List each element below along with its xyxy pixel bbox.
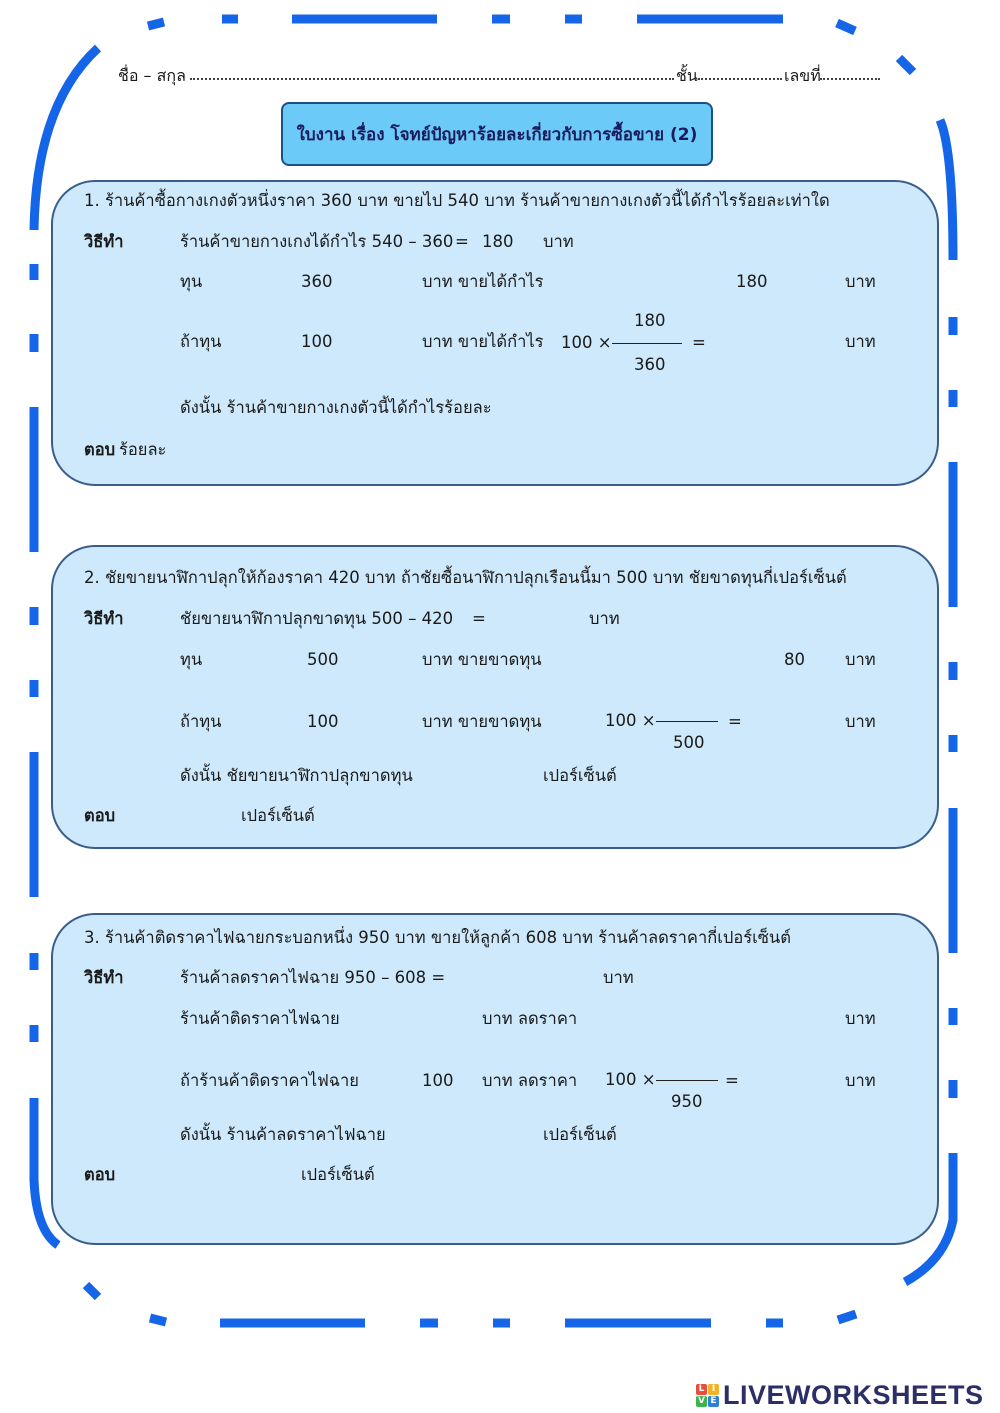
q1-unit2: บาท	[845, 332, 876, 351]
q1-line1: ร้านค้าขายกางเกงได้กำไร 540 – 360	[180, 232, 454, 251]
q2-unit: บาท	[845, 650, 876, 669]
logo-grid-icon	[696, 1384, 719, 1407]
q1-final-answer-blank[interactable]	[175, 438, 295, 461]
q2-line1-blank[interactable]	[495, 607, 580, 630]
q2-line1: ชัยขายนาฬิกาปลุกขาดทุน 500 – 420	[180, 609, 454, 628]
q2-conclusion: ดังนั้น ชัยขายนาฬิกาปลุกขาดทุน	[180, 766, 413, 785]
logo-letter-e: E	[708, 1396, 719, 1407]
q3-line1-unit: บาท	[603, 968, 634, 987]
q3-conclusion: ดังนั้น ร้านค้าลดราคาไฟฉาย	[180, 1125, 386, 1144]
q1-method-label: วิธีทำ	[84, 232, 124, 251]
q1-if-cost-value: 100	[301, 332, 333, 351]
q3-if-tag-value: 100	[422, 1071, 454, 1090]
q3-tag-label: ร้านค้าติดราคาไฟฉาย	[180, 1009, 340, 1028]
q3-unit2: บาท	[845, 1071, 876, 1090]
q3-multiplier: 100 ×	[605, 1070, 656, 1089]
q1-denominator: 360	[634, 355, 666, 374]
number-blank[interactable]	[820, 78, 880, 80]
q1-answer-text: ร้อยละ	[119, 440, 167, 459]
q2-loss-value: 80	[784, 650, 805, 669]
q2-final-answer-blank[interactable]	[125, 804, 230, 827]
q2-if-cost-label: ถ้าทุน	[180, 712, 222, 731]
q3-answer-unit: เปอร์เซ็นต์	[301, 1165, 375, 1184]
worksheet-title-text: ใบงาน เรื่อง โจทย์ปัญหาร้อยละเกี่ยวกับการซื้อขาย (2)	[296, 124, 698, 145]
q2-conclusion-unit: เปอร์เซ็นต์	[543, 766, 617, 785]
q3-if-tag-label: ถ้าร้านค้าติดราคาไฟฉาย	[180, 1071, 359, 1090]
q2-question: 2. ชัยขายนาฬิกาปลุกให้ก้องราคา 420 บาท ถ้าชัยซื้อนาฬิกาปลุกเรือนนี้มา 500 บาท ชัยขาดทุนกี่เปอร์เซ็นต์	[84, 568, 847, 587]
q3-question: 3. ร้านค้าติดราคาไฟฉายกระบอกหนึ่ง 950 บาท ขายให้ลูกค้า 608 บาท ร้านค้าลดราคากี่เปอร์เซ็นต์	[84, 928, 791, 947]
q2-equals: =	[728, 712, 742, 731]
q1-cost-label: ทุน	[180, 272, 203, 291]
q3-discount-label: บาท ลดราคา	[482, 1009, 578, 1028]
q2-method-label: วิธีทำ	[84, 609, 124, 628]
logo-letter-i: I	[708, 1384, 719, 1395]
liveworksheets-logo	[696, 1380, 984, 1411]
q2-multiplier: 100 ×	[605, 711, 656, 730]
q3-tag-blank[interactable]	[395, 1007, 470, 1030]
q1-answer-label: ตอบ	[84, 440, 116, 459]
q1-profit-value: 180	[736, 272, 768, 291]
q2-loss-label: บาท ขายขาดทุน	[422, 650, 542, 669]
q3-answer-label: ตอบ	[84, 1165, 116, 1184]
q1-cost-value: 360	[301, 272, 333, 291]
grade-label: ชั้น	[676, 66, 698, 85]
q3-final-answer-blank[interactable]	[125, 1163, 290, 1186]
q2-unit2: บาท	[845, 712, 876, 731]
q1-answer-blank[interactable]	[720, 330, 830, 353]
q1-equals: =	[692, 333, 706, 352]
q2-answer-blank[interactable]	[752, 710, 832, 733]
q3-unit: บาท	[845, 1009, 876, 1028]
q2-cost-label: ทุน	[180, 650, 203, 669]
q1-line1-value: 180	[482, 232, 514, 251]
q3-numerator-blank[interactable]	[660, 1052, 716, 1075]
q3-if-discount-label: บาท ลดราคา	[482, 1071, 578, 1090]
q2-if-cost-value: 100	[307, 712, 339, 731]
q2-if-loss-label: บาท ขายขาดทุน	[422, 712, 542, 731]
q3-line1-blank[interactable]	[450, 966, 590, 989]
worksheet-title	[281, 102, 713, 166]
q2-answer-unit: เปอร์เซ็นต์	[241, 806, 315, 825]
logo-letter-v: V	[696, 1396, 707, 1407]
q2-cost-value: 500	[307, 650, 339, 669]
q1-if-profit-label: บาท ขายได้กำไร	[422, 332, 544, 351]
q3-answer-blank[interactable]	[752, 1069, 832, 1092]
q1-line1-eq: =	[455, 232, 469, 251]
q1-if-cost-label: ถ้าทุน	[180, 332, 222, 351]
q3-discount-blank[interactable]	[600, 1007, 820, 1030]
q1-multiplier: 100 ×	[561, 333, 612, 352]
q1-conclusion-blank[interactable]	[490, 396, 610, 419]
q1-conclusion: ดังนั้น ร้านค้าขายกางเกงตัวนี้ได้กำไรร้อยละ	[180, 398, 492, 417]
q3-fraction-bar	[656, 1080, 718, 1081]
q2-line1-unit: บาท	[589, 609, 620, 628]
q2-fraction-bar	[656, 721, 718, 722]
q1-fraction-bar	[612, 343, 682, 344]
q1-profit-label: บาท ขายได้กำไร	[422, 272, 544, 291]
number-label: เลขที่	[784, 66, 821, 85]
q1-numerator: 180	[634, 311, 666, 330]
name-blank[interactable]	[190, 78, 674, 80]
q1-line1-unit: บาท	[543, 232, 574, 251]
q1-unit: บาท	[845, 272, 876, 291]
logo-text: LIVEWORKSHEETS	[723, 1380, 984, 1410]
q3-conclusion-blank[interactable]	[395, 1123, 530, 1146]
q2-conclusion-blank[interactable]	[420, 764, 530, 787]
q3-equals: =	[725, 1071, 739, 1090]
q3-denominator: 950	[671, 1092, 703, 1111]
logo-letter-l: L	[696, 1384, 707, 1395]
q1-question: 1. ร้านค้าซื้อกางเกงตัวหนึ่งราคา 360 บาท ขายไป 540 บาท ร้านค้าขายกางเกงตัวนี้ได้กำไรร้อยละเท่าใด	[84, 191, 830, 210]
q2-answer-label: ตอบ	[84, 806, 116, 825]
name-label: ชื่อ – สกุล	[118, 66, 186, 85]
q2-denominator: 500	[673, 733, 705, 752]
q3-conclusion-unit: เปอร์เซ็นต์	[543, 1125, 617, 1144]
grade-blank[interactable]	[698, 78, 782, 80]
q3-method-label: วิธีทำ	[84, 968, 124, 987]
q3-line1: ร้านค้าลดราคาไฟฉาย 950 – 608 =	[180, 968, 446, 987]
q2-line1-eq: =	[472, 609, 486, 628]
q2-numerator-blank[interactable]	[660, 694, 716, 717]
